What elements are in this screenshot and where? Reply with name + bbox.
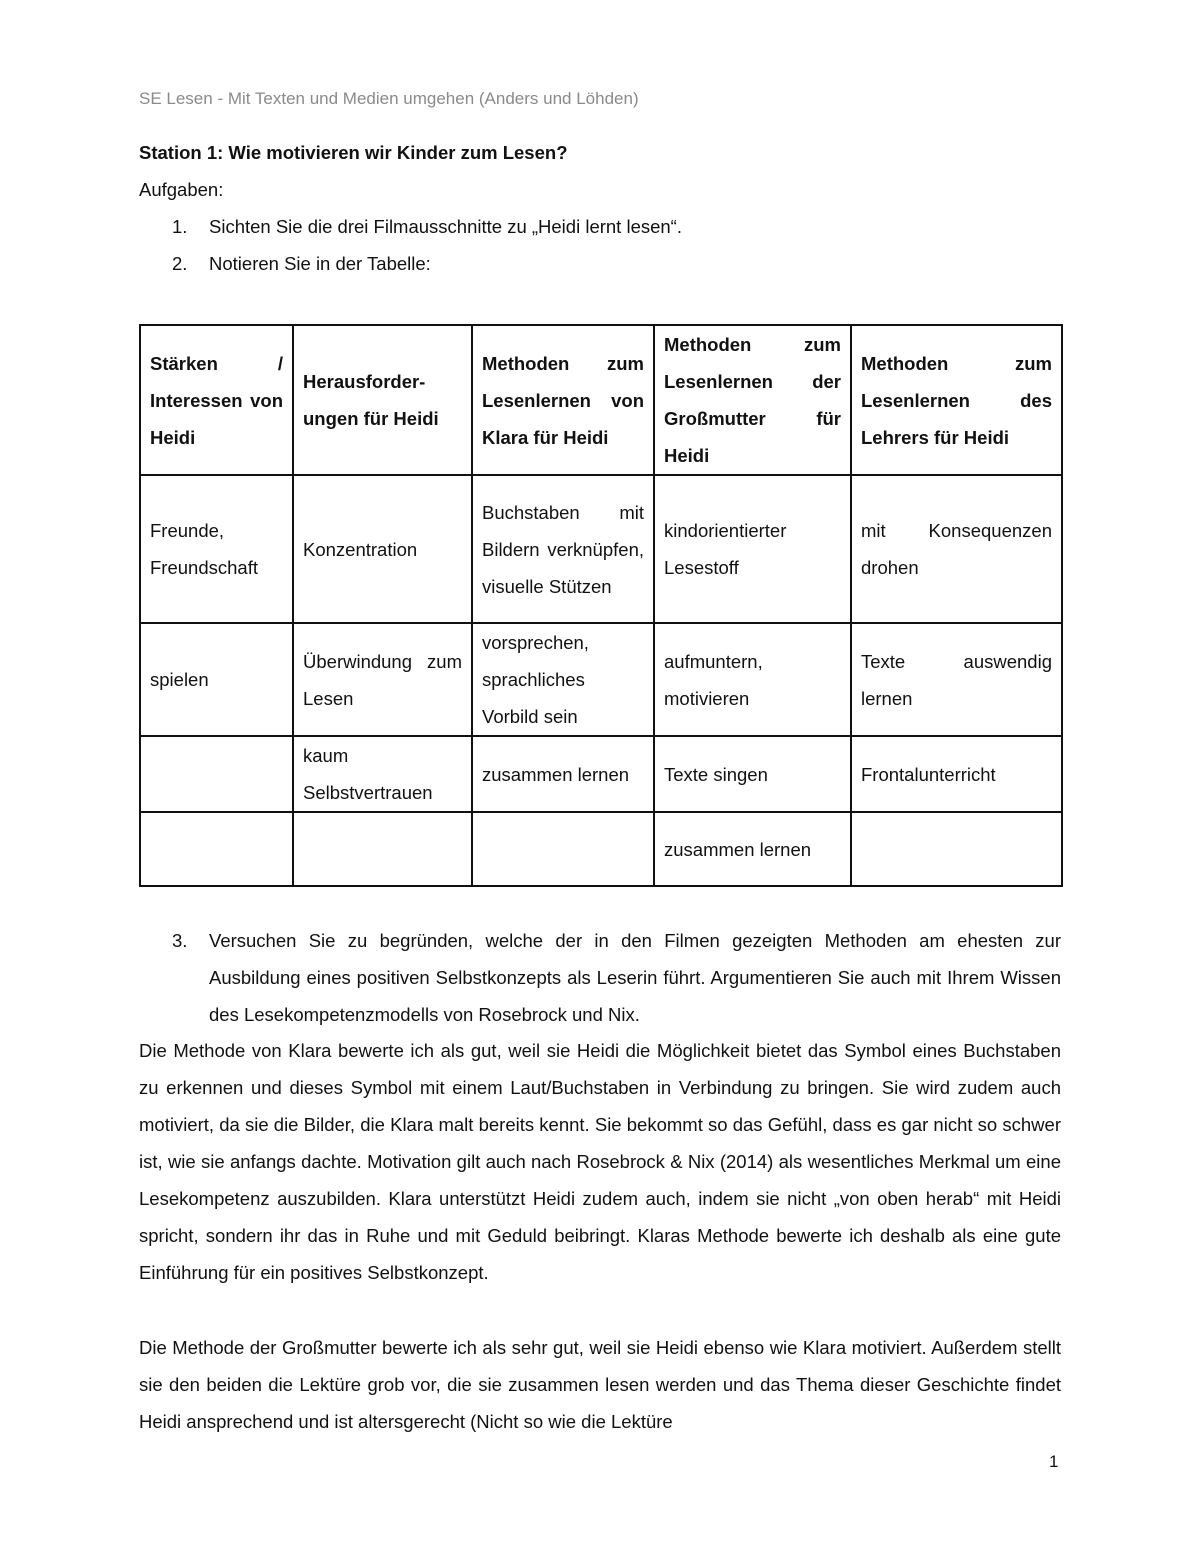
table-row <box>140 736 1062 812</box>
running-header: SE Lesen - Mit Texten und Medien umgehen (Anders und Löhden) <box>139 89 639 108</box>
table-cell: zusammen lernen <box>472 736 654 812</box>
task-item-3 <box>172 922 1061 1033</box>
answer-paragraph: Die Methode von Klara bewerte ich als gut, weil sie Heidi die Möglichkeit bietet das Symbol eines Buchstaben zu erkennen und dieses Symbol mit einem Laut/Buchstaben in Verbindung zu bringen. Sie wird zudem auch motiviert, da sie die Bilder, die Klara malt bereits kennt. Sie bekommt so das Gefühl, dass es gar nicht so schwer ist, wie sie anfangs dachte. Motivation gilt auch nach Rosebrock & Nix (2014) als wesentliches Merkmal um eine Lesekompetenz auszubilden. Klara unterstützt Heidi zudem auch, indem sie nicht „von oben herab“ mit Heidi spricht, sondern ihr das in Ruhe und mit Geduld beibringt. Klaras Methode bewerte ich deshalb als eine gute Einführung für ein positives Selbstkonzept. <box>139 1040 1061 1283</box>
table-cell: Frontalunterricht <box>851 736 1062 812</box>
task-item-2 <box>172 253 431 275</box>
task-number: 3. <box>172 930 188 951</box>
table-cell: Freunde, Freundschaft <box>140 475 293 623</box>
table-cell: Überwindung zum Lesen <box>293 623 472 736</box>
table-cell: Texte singen <box>654 736 851 812</box>
table-header-cell: Methoden zum Lesenlernen von Klara für Heidi <box>472 325 654 475</box>
tasks-label: Aufgaben: <box>139 179 224 200</box>
table-cell: Buchstaben mit Bildern verknüpfen, visuelle Stützen <box>472 475 654 623</box>
table-header-row <box>140 325 1062 475</box>
table-cell: Texte auswendig lernen <box>851 623 1062 736</box>
table-row <box>140 812 1062 886</box>
table-cell: kindorientierter Lesestoff <box>654 475 851 623</box>
table-cell: mit Konsequenzen drohen <box>851 475 1062 623</box>
table-cell <box>472 812 654 886</box>
methods-table <box>139 324 1063 887</box>
task-item-1 <box>172 216 682 238</box>
table-cell <box>140 736 293 812</box>
table-header-cell: Stärken / Interessen von Heidi <box>140 325 293 475</box>
table-header-cell: Methoden zum Lesenlernen des Lehrers für Heidi <box>851 325 1062 475</box>
page-number: 1 <box>1049 1452 1059 1471</box>
table-cell <box>293 812 472 886</box>
task-text: Versuchen Sie zu begründen, welche der in den Filmen gezeigten Methoden am ehesten zur Ausbildung eines positiven Selbstkonzepts als Leserin führt. Argumentieren Sie auch mit Ihrem Wissen des Lesekompetenzmodells von Rosebrock und Nix. <box>209 930 1061 1025</box>
table-cell: Konzentration <box>293 475 472 623</box>
task-number: 1. <box>172 216 188 237</box>
table-cell: aufmuntern, motivieren <box>654 623 851 736</box>
answer-paragraph: Die Methode der Großmutter bewerte ich als sehr gut, weil sie Heidi ebenso wie Klara motiviert. Außerdem stellt sie den beiden die Lektüre grob vor, die sie zusammen lesen werden und das Thema dieser Geschichte findet Heidi ansprechend und ist altersgerecht (Nicht so wie die Lektüre <box>139 1337 1061 1432</box>
station-title: Station 1: Wie motivieren wir Kinder zum Lesen? <box>139 142 568 163</box>
task-text: Sichten Sie die drei Filmausschnitte zu „Heidi lernt lesen“. <box>209 216 682 237</box>
table-header-cell: Herausforder-ungen für Heidi <box>293 325 472 475</box>
table-row <box>140 623 1062 736</box>
task-number: 2. <box>172 253 188 274</box>
table-cell: vorsprechen, sprachliches Vorbild sein <box>472 623 654 736</box>
table-cell <box>140 812 293 886</box>
table-header-cell: Methoden zum Lesenlernen der Großmutter für Heidi <box>654 325 851 475</box>
table-cell <box>851 812 1062 886</box>
table-row <box>140 475 1062 623</box>
table-cell: zusammen lernen <box>654 812 851 886</box>
table-cell: kaum Selbstvertrauen <box>293 736 472 812</box>
task-text: Notieren Sie in der Tabelle: <box>209 253 431 274</box>
table-cell: spielen <box>140 623 293 736</box>
